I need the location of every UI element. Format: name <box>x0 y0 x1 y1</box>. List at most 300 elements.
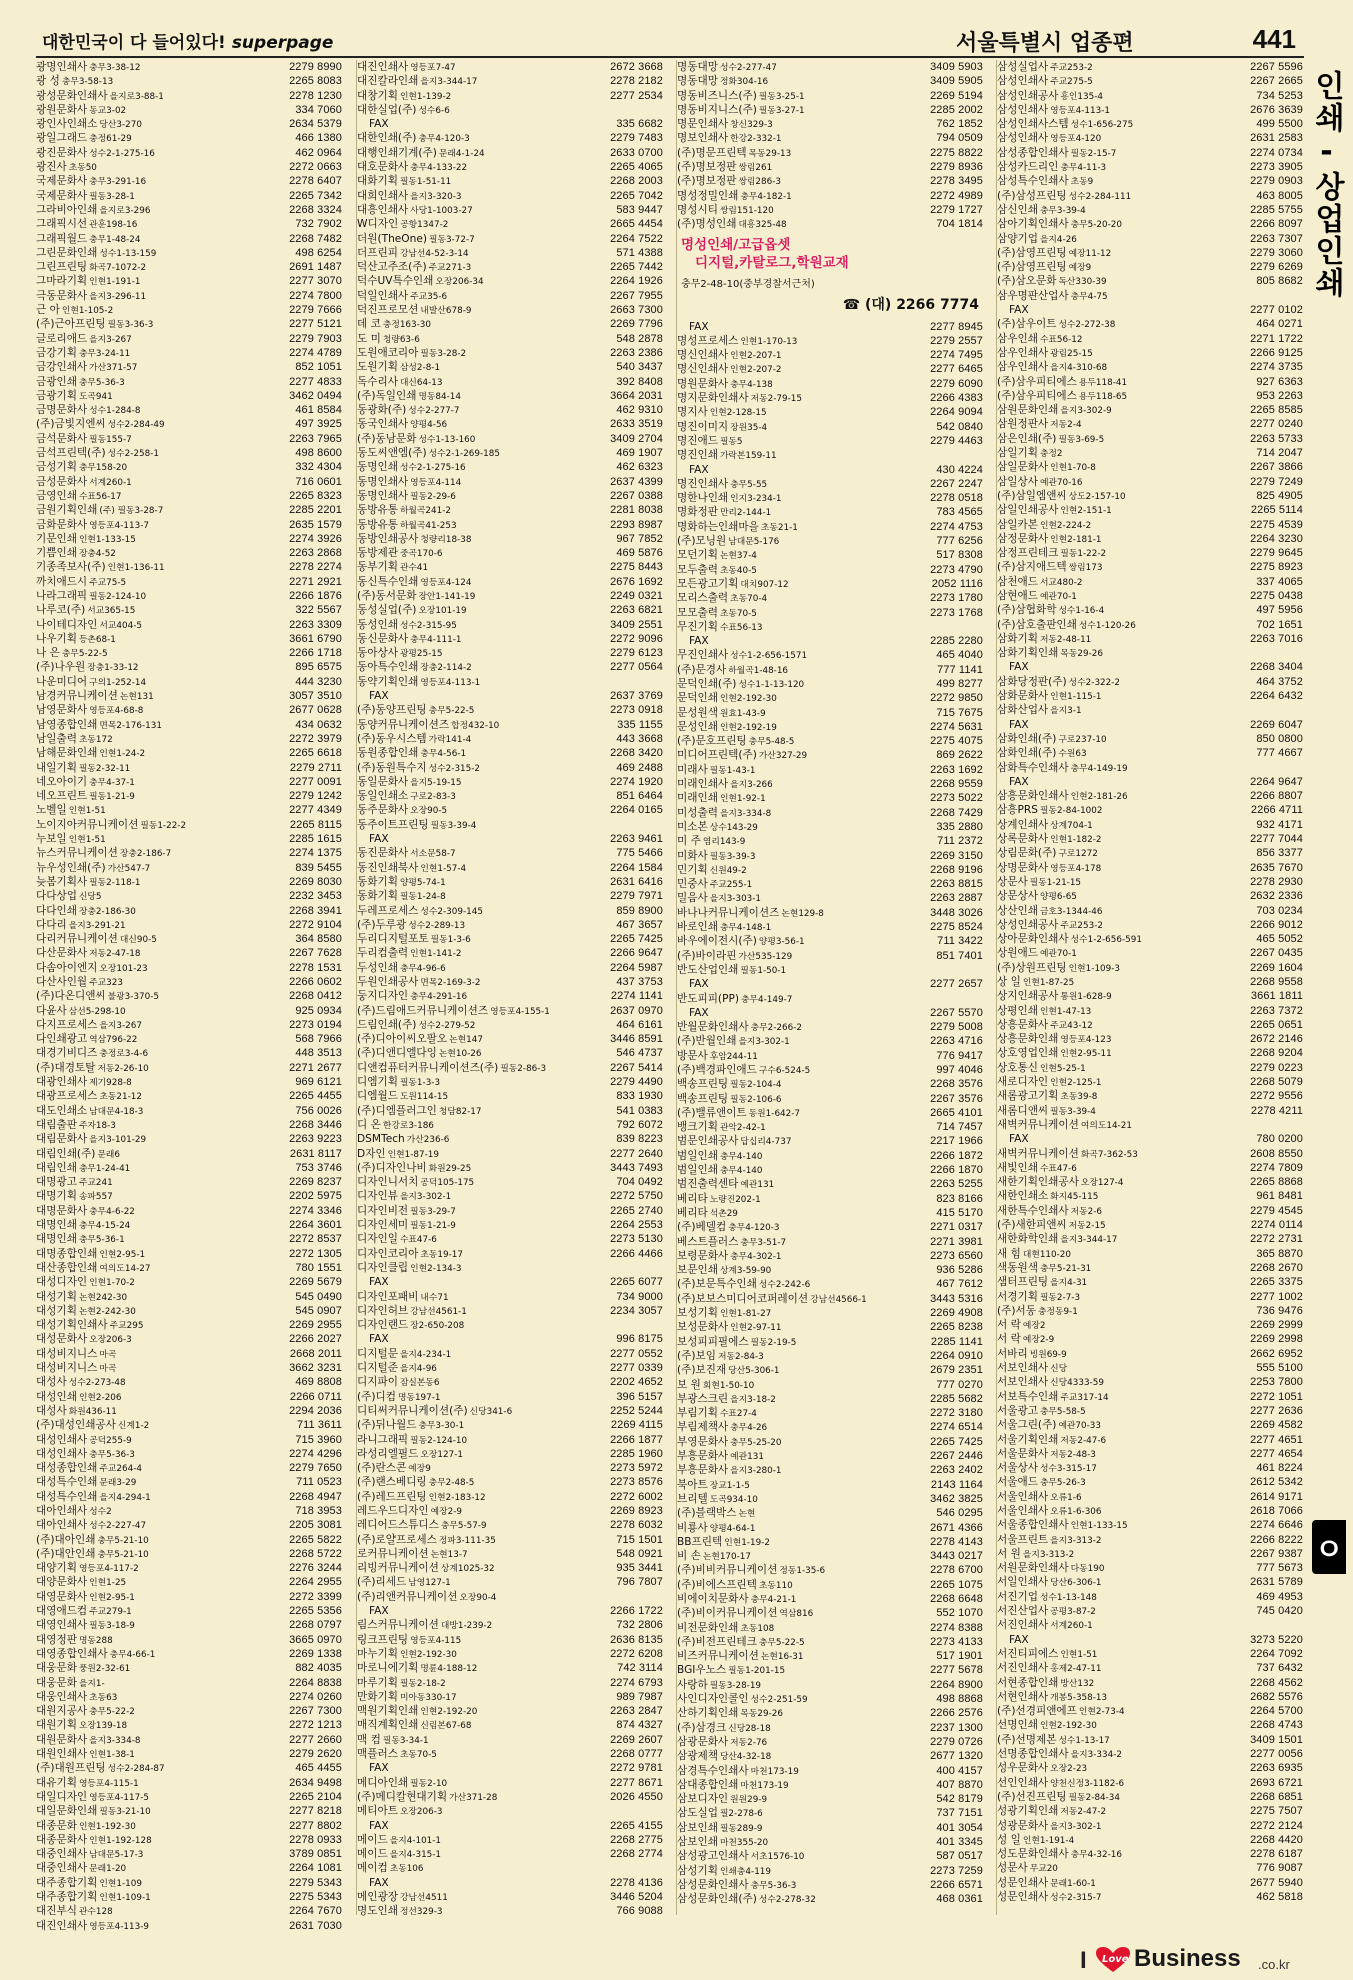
listing-row <box>36 232 342 246</box>
listing-row <box>357 575 663 589</box>
listing-row <box>997 1504 1303 1518</box>
business-address: 신당341-6 <box>469 1406 513 1417</box>
phone-number: 2635 1579 <box>289 518 342 531</box>
phone-number: 3409 2551 <box>610 618 663 631</box>
phone-number: 2278 0933 <box>289 1833 342 1846</box>
listing-row <box>36 303 342 317</box>
business-name: 리빙커뮤니케이션 상계1025-32 <box>357 1562 495 1575</box>
listing-row <box>677 217 983 231</box>
business-address: 마천173-19 <box>750 1766 799 1777</box>
phone-number: 3661 6790 <box>289 632 342 645</box>
business-address: 성수2-277-7 <box>408 406 460 417</box>
phone-number: 2268 3404 <box>1250 661 1303 674</box>
phone-number: 469 1907 <box>616 447 663 460</box>
business-address: 제기928-8 <box>89 1078 132 1089</box>
business-name: 미화사 필동3-39-3 <box>677 849 756 862</box>
listing-row <box>36 1733 342 1747</box>
phone-number: 392 8408 <box>616 375 663 388</box>
listing-row <box>357 1061 663 1075</box>
business-name: 삼일문화사 인현1-70-8 <box>997 461 1096 474</box>
listing-row <box>677 1735 983 1749</box>
listing-row <box>997 1161 1303 1175</box>
listing-row <box>357 232 663 246</box>
business-address: 오장90-5 <box>410 806 448 817</box>
listing-row <box>997 217 1303 231</box>
business-address: 역삼816 <box>779 1609 814 1620</box>
business-name: (주)모닝원 남대문5-176 <box>677 535 780 548</box>
listing-row <box>36 1347 342 1361</box>
business-address: 당산3-270 <box>99 120 142 131</box>
listing-row <box>357 1161 663 1175</box>
business-address: 한강2-332-1 <box>730 134 782 145</box>
business-address: 필2-278-6 <box>719 1809 763 1820</box>
phone-number: 2267 2665 <box>1250 75 1303 88</box>
business-name: 상흥문화인쇄 영등포4-123 <box>997 1033 1112 1046</box>
phone-number: 2264 9647 <box>1250 775 1303 788</box>
listing-row <box>997 975 1303 989</box>
listing-row <box>997 589 1303 603</box>
business-name: 대흥인쇄사 사당1-1003-27 <box>357 203 473 216</box>
listing-row <box>997 603 1303 617</box>
business-address: 양평4-64-1 <box>709 1523 756 1534</box>
listing-row <box>997 89 1303 103</box>
business-address: 사당1-1003-27 <box>410 205 473 216</box>
phone-number: 2268 9204 <box>1250 1047 1303 1060</box>
business-name: 대림인쇄 충무1-24-41 <box>36 1161 131 1174</box>
fax-row <box>997 660 1303 674</box>
phone-number: 2277 6465 <box>930 363 983 376</box>
business-address: 영등포4-178 <box>1050 863 1102 874</box>
business-name: 동부기획 관수41 <box>357 561 429 574</box>
business-address: 충무4-15-24 <box>78 1221 131 1232</box>
business-address: 인현5-25-1 <box>1039 1063 1086 1074</box>
business-address: 영등포4-113-1 <box>420 677 481 688</box>
business-address: 초동172 <box>78 734 113 745</box>
business-address: 신당 <box>1050 1364 1068 1375</box>
business-address: 충무5-55 <box>730 479 768 490</box>
phone-number: 407 8870 <box>936 1778 983 1791</box>
business-name: 동방유통 하월곡241-2 <box>357 504 451 517</box>
listing-row <box>357 1575 663 1589</box>
phone-number: 2279 2557 <box>930 334 983 347</box>
business-name: 마누기획 인현2-192-30 <box>357 1647 457 1660</box>
phone-number: 2277 2640 <box>610 1147 663 1160</box>
listing-row <box>677 103 983 117</box>
business-address: 을지3-302-1 <box>738 1037 790 1048</box>
phone-number: 2264 1926 <box>610 275 663 288</box>
phone-number: 2277 8945 <box>930 320 983 333</box>
business-name: 새벽커뮤니케이션 화곡7-362-53 <box>997 1147 1138 1160</box>
business-name: 범일인쇄 충무4-140 <box>677 1164 763 1177</box>
listing-row <box>997 289 1303 303</box>
phone-number: 2264 1584 <box>610 861 663 874</box>
business-name: 링크프린팅 영등포4-115 <box>357 1633 462 1646</box>
phone-number: 3665 0970 <box>289 1633 342 1646</box>
business-name: 삼경특수인쇄사 마천173-19 <box>677 1764 799 1777</box>
listing-row <box>36 1876 342 1890</box>
listing-row <box>997 1061 1303 1075</box>
business-name: 메인광장 강남선4511 <box>357 1891 448 1903</box>
phone-number: 2268 9196 <box>930 863 983 876</box>
business-address: 오장206-34 <box>435 277 484 288</box>
business-name: 삼원문화인쇄 을지3-302-9 <box>997 404 1112 417</box>
phone-number: 2268 7482 <box>289 232 342 245</box>
business-name: 두성인쇄 충무4-96-6 <box>357 961 446 974</box>
listing-row <box>357 1390 663 1404</box>
listing-row <box>357 1890 663 1904</box>
business-address: 충무5-58-5 <box>1039 1406 1086 1417</box>
business-name: 금성기획 충무158-20 <box>36 461 128 474</box>
business-address: 논현131 <box>119 692 154 703</box>
business-address: 성수2-322-2 <box>1068 677 1121 688</box>
business-name: 동화기획 필동1-24-8 <box>357 890 446 903</box>
business-name: 금성문화사 서계260-1 <box>36 475 132 488</box>
business-address: 빙원69-9 <box>1029 1349 1067 1360</box>
phone-number: 2268 9558 <box>1250 976 1303 988</box>
phone-number: 443 3668 <box>616 732 663 745</box>
business-address: 수표56-17 <box>78 491 122 502</box>
business-name: 삼흥PRS 필동2-84-1002 <box>997 804 1103 817</box>
business-name: 대주종합기획 인현1-109 <box>36 1876 142 1889</box>
phone-number: 2266 1870 <box>930 1164 983 1177</box>
phone-number: 2268 2003 <box>610 175 663 188</box>
business-address: 면목2-169-3-2 <box>420 978 481 988</box>
business-address: 구로237-10 <box>1058 734 1107 745</box>
business-name: (주)삼영프린팅 예장11-12 <box>997 246 1112 259</box>
listing-column-1 <box>36 60 342 1932</box>
business-address: 인현2-181-1 <box>1050 534 1102 545</box>
business-name: 명진이미지 장원35-4 <box>677 420 768 433</box>
phone-number: 437 3753 <box>616 976 663 988</box>
listing-row <box>357 1290 663 1304</box>
phone-number: 805 8682 <box>1256 275 1303 288</box>
listing-row <box>36 489 342 503</box>
business-address: 충무5-22-5 <box>428 706 475 717</box>
listing-row <box>36 1075 342 1089</box>
business-name: 다솜아이엔지 오장101-23 <box>36 961 148 974</box>
listing-row <box>36 932 342 946</box>
listing-row <box>36 1661 342 1675</box>
phone-number: 2278 2274 <box>289 561 342 574</box>
business-address: 풍원2-32-61 <box>78 1664 131 1675</box>
business-name: 매직계획인쇄 신림본67-68 <box>357 1719 472 1732</box>
listing-row <box>677 891 983 905</box>
business-name: (주)삼지애드텍 쌍림173 <box>997 561 1103 574</box>
phone-number: 2279 5008 <box>930 1021 983 1034</box>
business-address: 인현2-128-15 <box>709 408 767 419</box>
phone-number: 2281 8038 <box>610 504 663 517</box>
listing-row <box>36 675 342 689</box>
business-address: 충무4-120-3 <box>418 134 470 145</box>
business-address: (주) 필동3-28-7 <box>99 506 164 517</box>
phone-number: 498 8600 <box>295 447 342 460</box>
listing-row <box>997 689 1303 703</box>
business-address: 수표47-6 <box>1039 1163 1077 1174</box>
business-name: 대성특수인쇄 문래3-29 <box>36 1476 137 1489</box>
listing-row <box>677 420 983 434</box>
phone-number: 2269 8030 <box>289 875 342 888</box>
phone-number: 2275 4539 <box>1250 518 1303 531</box>
listing-row <box>36 618 342 632</box>
business-address: 양평5-74-1 <box>399 877 446 888</box>
business-name: 서보특수인쇄 주교317-14 <box>997 1390 1109 1403</box>
business-name: 범문인쇄공사 답십리4-737 <box>677 1135 792 1148</box>
business-address: 오장2-23 <box>1050 1764 1088 1775</box>
business-name: 나운미디어 구의1-252-14 <box>36 675 147 688</box>
phone-number: 2217 1966 <box>930 1135 983 1148</box>
business-name: 선인인쇄사 양천신정3-1182-6 <box>997 1776 1125 1789</box>
phone-number: 3443 0217 <box>930 1550 983 1563</box>
business-name: 미래사 필동1-43-1 <box>677 763 756 776</box>
business-name: 대종문화 인현1-192-30 <box>36 1819 136 1832</box>
business-name: 삼일기획 충정2 <box>997 447 1063 460</box>
business-address: 영등포4-113-1 <box>1050 105 1110 116</box>
business-address: 영등포4-124 <box>420 577 472 588</box>
business-address: 충무3-51-7 <box>740 1237 787 1248</box>
phone-number: 711 0523 <box>296 1476 342 1489</box>
phone-number: 2272 6002 <box>610 1490 663 1503</box>
business-name: 성문인쇄사 성수2-315-7 <box>997 1891 1102 1903</box>
listing-row <box>677 1406 983 1420</box>
business-name: 동성실업(주) 오장101-19 <box>357 604 467 617</box>
listing-row <box>357 518 663 532</box>
listing-row <box>36 1590 342 1604</box>
listing-row <box>997 560 1303 574</box>
business-address: 신당5 <box>78 892 102 903</box>
phone-number: 2265 6618 <box>289 747 342 760</box>
phone-number: 2285 1960 <box>610 1447 663 1460</box>
business-name: 대성인쇄사 공덕255-9 <box>36 1433 132 1446</box>
phone-number: 2265 8238 <box>930 1321 983 1334</box>
business-address: 답십리4-737 <box>740 1137 792 1148</box>
phone-number: 2264 8838 <box>289 1676 342 1689</box>
business-name: 삼화기획 저동2-48-11 <box>997 632 1092 645</box>
header-brand: superpage <box>231 33 334 53</box>
business-name: 동도씨앤엠(주) 성수2-1-269-185 <box>357 447 500 460</box>
listing-row <box>997 1247 1303 1261</box>
business-address: 정화304-16 <box>719 77 769 88</box>
business-address: 오장206-3 <box>89 1335 132 1346</box>
listing-row <box>677 505 983 519</box>
listing-row <box>677 806 983 820</box>
listing-row <box>357 1304 663 1318</box>
phone-number: 2693 6721 <box>1250 1776 1303 1789</box>
phone-number: 780 0200 <box>1256 1133 1303 1146</box>
business-address: 마곡 <box>99 1364 117 1375</box>
business-address: 수원63 <box>1058 749 1087 760</box>
listing-row <box>36 503 342 517</box>
listing-row <box>677 706 983 720</box>
listing-row <box>997 1718 1303 1732</box>
phone-number: 794 0509 <box>936 132 983 145</box>
listing-row <box>36 375 342 389</box>
business-address: 용두118-41 <box>1078 377 1128 388</box>
business-name: 문덕인쇄(주) 성수1-1-13-120 <box>677 677 805 690</box>
listing-row <box>36 1332 342 1346</box>
listing-row <box>677 1292 983 1306</box>
listing-row <box>36 761 342 775</box>
listing-row <box>677 477 983 491</box>
business-address: 논현147 <box>449 1035 483 1046</box>
business-name: (주)독일인쇄 명동84-14 <box>357 389 461 402</box>
listing-row <box>677 1621 983 1635</box>
listing-row <box>36 131 342 145</box>
business-name: 삼성문화인쇄사 충무5-36-3 <box>677 1878 797 1891</box>
listing-row <box>677 1149 983 1163</box>
business-name: 비 손 논현170-17 <box>677 1550 751 1563</box>
business-name: (주)동우시스템 가락141-4 <box>357 732 472 745</box>
business-name: 메티아트 오장206-3 <box>357 1805 443 1818</box>
business-name: 맥플러스 초동70-5 <box>357 1748 437 1761</box>
phone-number: 2268 4743 <box>1250 1719 1303 1732</box>
phone-number: 2277 1002 <box>1250 1290 1303 1303</box>
phone-number: 2273 0194 <box>289 1018 342 1031</box>
listing-row <box>357 60 663 74</box>
business-address: 을지로3-88-1 <box>109 91 164 102</box>
listing-row <box>36 1061 342 1075</box>
phone-number: 2277 4349 <box>289 804 342 817</box>
business-name: 나루코(주) 서교365-15 <box>36 604 136 617</box>
phone-number: 2277 0102 <box>1250 304 1303 317</box>
page-number: 441 <box>1252 24 1296 54</box>
business-address: 예관70-1 <box>1039 591 1077 602</box>
business-address: 당산6-306-1 <box>1050 1578 1102 1589</box>
phone-number: 869 2622 <box>936 749 983 762</box>
business-name: 대도인쇄소 남대문4-18-3 <box>36 1104 144 1117</box>
business-address: 주교275-5 <box>1050 77 1093 88</box>
listing-row <box>677 131 983 145</box>
business-name: 대성기획 논현242-30 <box>36 1290 128 1303</box>
phone-number: 2277 7044 <box>1250 833 1303 846</box>
business-name: 라니그래픽 필동2-124-10 <box>357 1433 468 1446</box>
listing-row <box>677 334 983 348</box>
phone-number: 2264 6432 <box>1250 690 1303 703</box>
business-name: 범진출력센타 예관131 <box>677 1178 775 1191</box>
business-address: 영등포4-117-5 <box>89 1792 149 1803</box>
business-name: 삼보인쇄 마천355-20 <box>677 1836 769 1849</box>
business-name: 비즈커뮤니케이션 논현16-31 <box>677 1650 804 1663</box>
business-address: 성수2-289-13 <box>408 920 466 931</box>
listing-row <box>357 260 663 274</box>
business-name: (주)삼우피티에스 용두118-65 <box>997 389 1128 402</box>
phone-number: 2637 4399 <box>610 475 663 488</box>
phone-number: 2273 1780 <box>930 592 983 605</box>
business-name: 미소본 상수143-29 <box>677 820 758 833</box>
phone-number: 969 6121 <box>295 1076 342 1089</box>
phone-number: 2268 5079 <box>1250 1076 1303 1089</box>
phone-number: 465 4040 <box>936 649 983 662</box>
listing-row <box>677 1134 983 1148</box>
business-address: 성수2-278-32 <box>758 1895 816 1906</box>
phone-number: 2277 4651 <box>1250 1433 1303 1446</box>
phone-number: 732 2806 <box>616 1619 663 1632</box>
business-name: 누보일 인현1-51 <box>36 833 106 846</box>
business-address: 동교3-02 <box>89 105 127 116</box>
listing-row <box>997 1418 1303 1432</box>
business-name: 상록문화사 인현1-182-2 <box>997 833 1102 846</box>
business-address: 필동3-39-4 <box>1050 1106 1096 1117</box>
phone-number: 2608 8550 <box>1250 1147 1303 1160</box>
phone-number: 2237 1300 <box>930 1721 983 1734</box>
business-address: 을지3-291-21 <box>68 920 126 931</box>
listing-row <box>36 1461 342 1475</box>
listing-row <box>36 961 342 975</box>
business-name: 기문인쇄 인현1-133-15 <box>36 532 136 545</box>
business-name: 상성인쇄공사 주교253-2 <box>997 918 1103 931</box>
business-address: 인현1-191-4 <box>1022 1835 1075 1846</box>
business-name: 문덕인쇄 인현2-192-30 <box>677 692 777 705</box>
business-address: 등촌68-1 <box>78 634 116 645</box>
listing-row <box>36 1904 342 1918</box>
phone-number: 2279 0903 <box>1250 175 1303 188</box>
fax-row <box>997 1132 1303 1146</box>
phone-number: 2679 2351 <box>930 1364 983 1377</box>
phone-number: 714 7457 <box>936 1121 983 1134</box>
phone-number: 2275 8524 <box>930 921 983 934</box>
phone-number: 2279 4463 <box>930 434 983 447</box>
business-name: 대성기획 논현2-242-30 <box>36 1304 136 1317</box>
listing-row <box>36 1490 342 1504</box>
business-address: 상도2-157-10 <box>1068 491 1126 502</box>
phone-number: 2269 2607 <box>610 1733 663 1746</box>
listing-row <box>997 1232 1303 1246</box>
phone-number: 745 0420 <box>1256 1605 1303 1618</box>
phone-number: 2272 0663 <box>289 161 342 174</box>
listing-row <box>36 1290 342 1304</box>
phone-number: 833 1930 <box>616 1090 663 1103</box>
business-name: 보문인쇄 상계3-59-90 <box>677 1264 772 1277</box>
phone-number: 851 7401 <box>936 949 983 962</box>
business-name: 미디어프린텍(주) 가산327-29 <box>677 749 808 762</box>
listing-row <box>36 1561 342 1575</box>
business-name: 금영인쇄 수표56-17 <box>36 489 122 502</box>
phone-number: 2278 2930 <box>1250 875 1303 888</box>
phone-number: 2635 7670 <box>1250 861 1303 874</box>
business-address: 충무4-66-1 <box>109 1649 156 1660</box>
phone-number: 2272 9096 <box>610 632 663 645</box>
phone-number: 461 8224 <box>1256 1462 1303 1475</box>
business-address: 오장101-19 <box>418 606 467 617</box>
listing-row <box>997 1361 1303 1375</box>
business-name: 대성사 성수2-273-48 <box>36 1376 126 1389</box>
business-name: 삼우인쇄사 을지4-310-68 <box>997 361 1108 374</box>
index-tab[interactable]: ㅇ <box>1312 1520 1346 1574</box>
listing-row <box>677 691 983 705</box>
listing-row <box>677 1235 983 1249</box>
phone-number: 2272 4989 <box>930 189 983 202</box>
business-address: 필동2-118-1 <box>89 877 141 888</box>
business-address: 관수41 <box>399 563 429 574</box>
business-name: 금석프린텍(주) 성수2-258-1 <box>36 447 160 460</box>
listing-row <box>997 1747 1303 1761</box>
fax-row <box>357 1876 663 1890</box>
listing-row <box>36 518 342 532</box>
listing-row <box>36 189 342 203</box>
business-name: 디자인랜드 장2-650-208 <box>357 1319 465 1332</box>
listing-row <box>36 946 342 960</box>
business-name: 새로디자인 인현2-125-1 <box>997 1076 1102 1089</box>
business-name: 명지사 인현2-128-15 <box>677 406 767 419</box>
fax-row <box>997 718 1303 732</box>
business-name: 삼화문화사 인현1-115-1 <box>997 690 1102 703</box>
phone-number: 2271 2921 <box>289 575 342 588</box>
phone-number: 2266 4383 <box>930 392 983 405</box>
listing-row <box>357 189 663 203</box>
business-name: 삼일상사 예관70-16 <box>997 475 1083 488</box>
business-address: 저동2-4 <box>1050 420 1082 431</box>
listing-row <box>997 1032 1303 1046</box>
business-address: 필동289-9 <box>719 1823 763 1834</box>
